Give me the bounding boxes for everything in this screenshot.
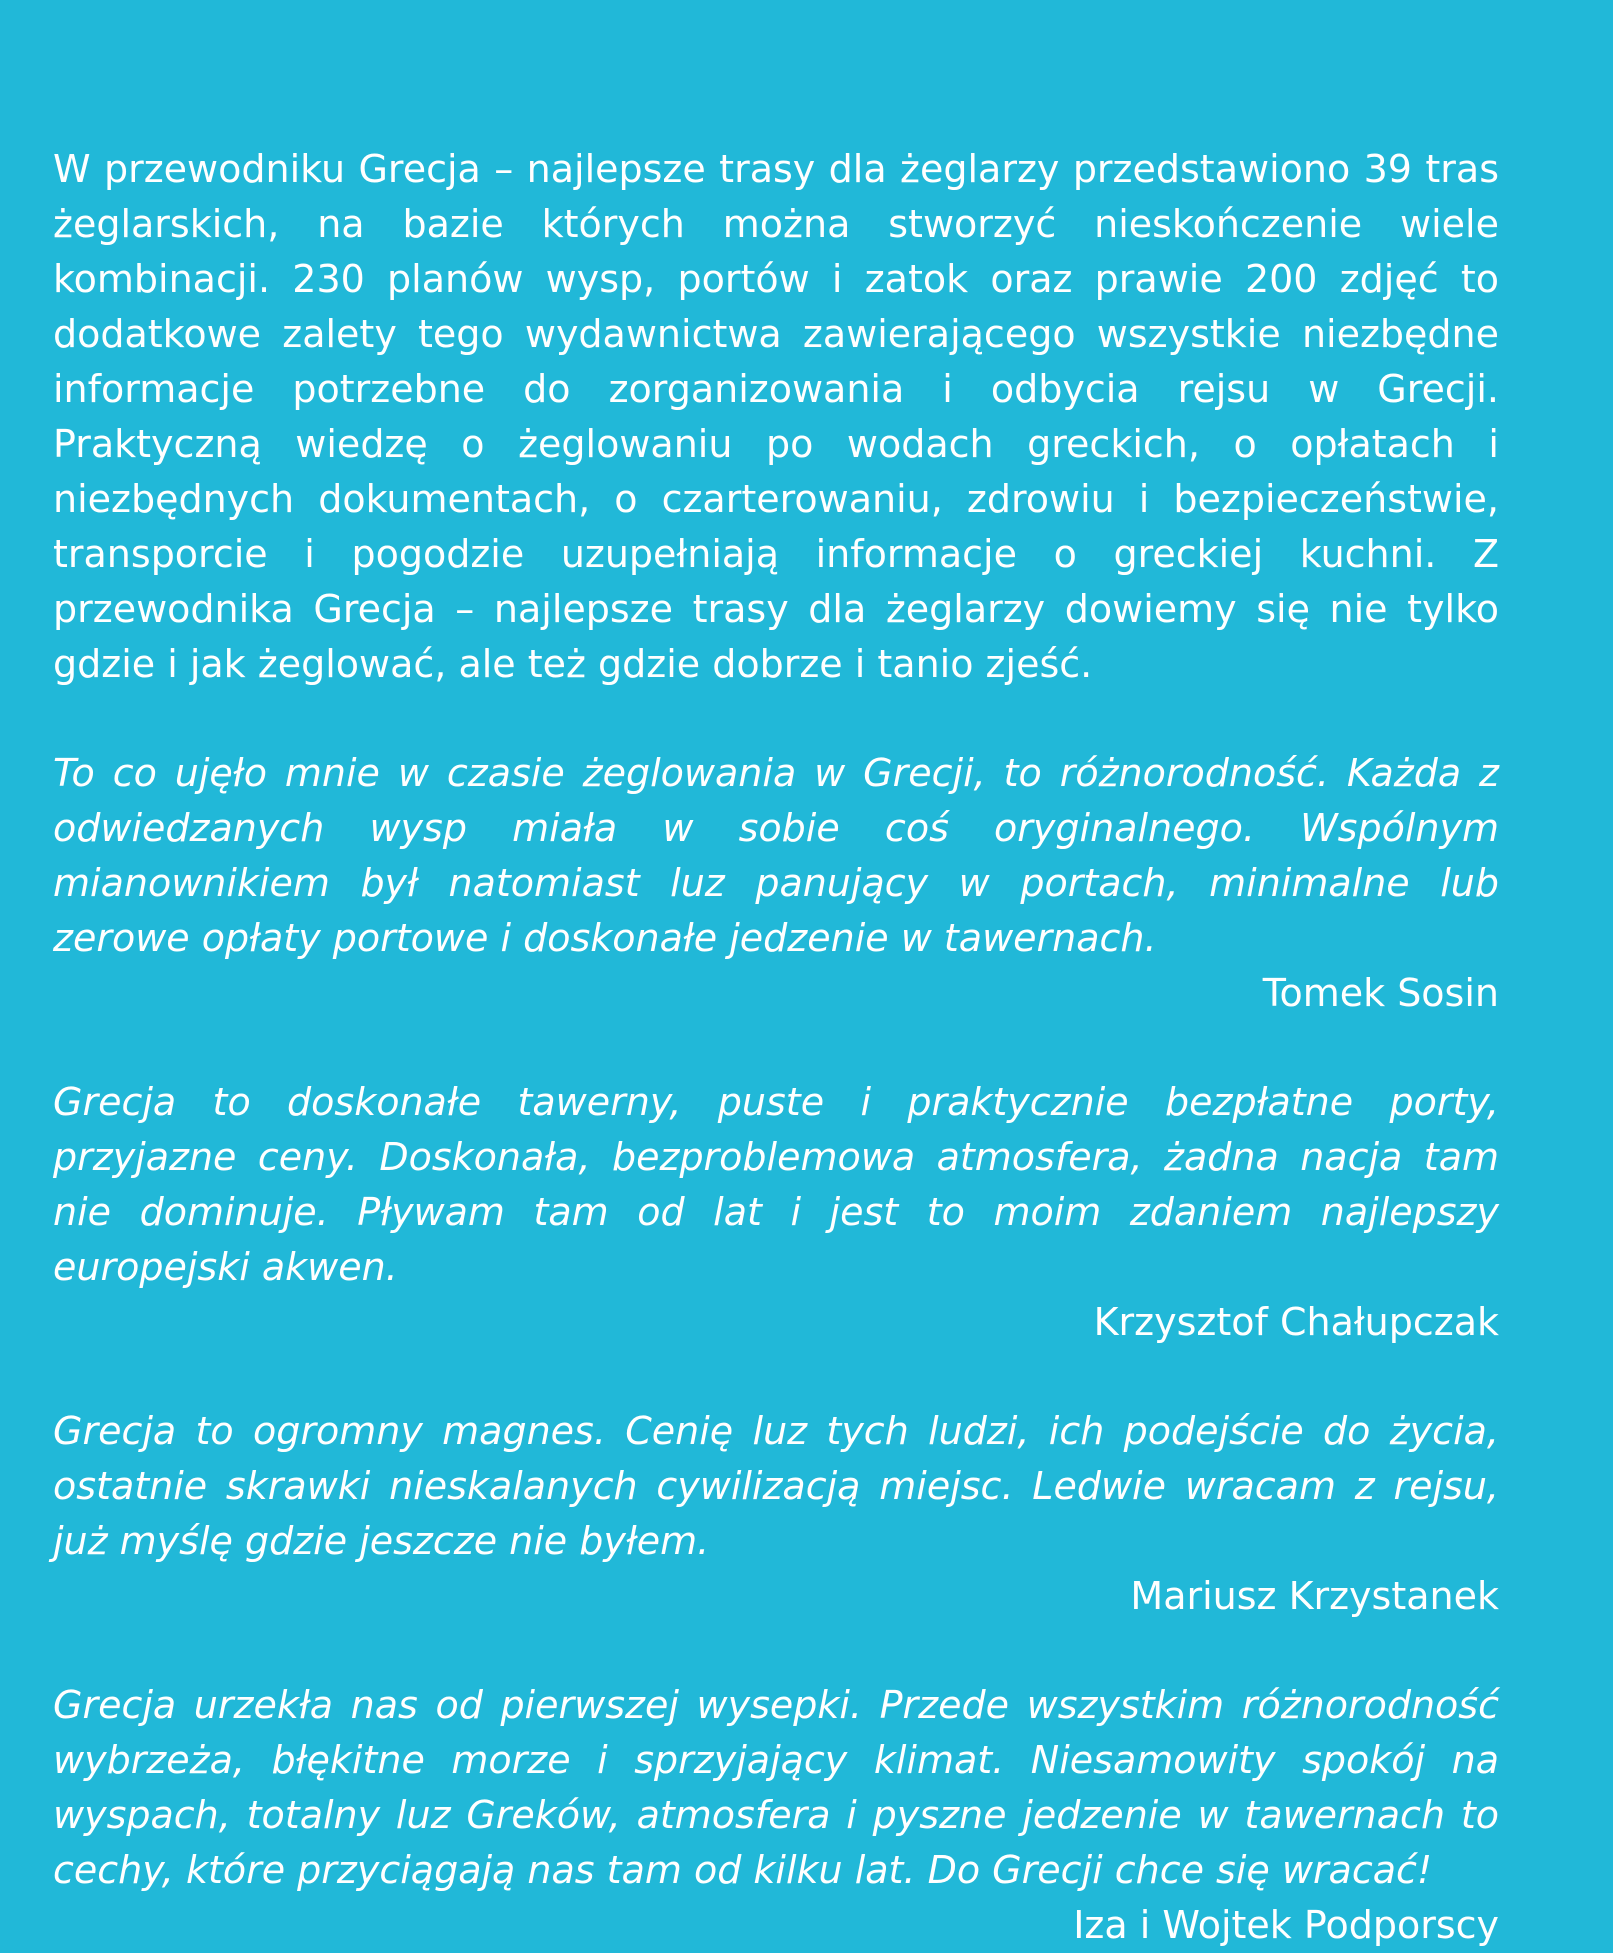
testimonial-1 xyxy=(53,746,1499,1021)
testimonial-4-text: Grecja urzekła nas od pierwszej wysepki. Przede wszystkim różnorodność wybrzeża, błękitne morze i sprzyjający klimat. Niesamowity spokój na wyspach, totalny luz Greków, atmosfera i pyszne jedzenie w tawernach to cechy, które przyciągają nas tam od kilku lat. Do Grecji chce się wracać! xyxy=(53,1683,1499,1892)
testimonial-3-author: Mariusz Krzystanek xyxy=(1130,1574,1499,1618)
testimonial-2 xyxy=(53,1075,1499,1350)
testimonial-2-text: Grecja to doskonałe tawerny, puste i praktycznie bezpłatne porty, przyjazne ceny. Doskonała, bezproblemowa atmosfera, żadna nacja tam nie dominuje. Pływam tam od lat i jest to moim zdaniem najlepszy europejski akwen. xyxy=(53,1080,1499,1289)
intro-paragraph: W przewodniku Grecja – najlepsze trasy dla żeglarzy przedstawiono 39 tras żeglarskich, na bazie których można stworzyć nieskończenie wiele kombinacji. 230 planów wysp, portów i zatok oraz prawie 200 zdjęć to dodatkowe zalety tego wydawnictwa zawierającego wszystkie niezbędne informacje potrzebne do zorganizowania i odbycia rejsu w Grecji. Praktyczną wiedzę o żeglowaniu po wodach greckich, o opłatach i niezbędnych dokumentach, o czarterowaniu, zdrowiu i bezpieczeństwie, transporcie i pogodzie uzupełniają informacje o greckiej kuchni. Z przewodnika Grecja – najlepsze trasy dla żeglarzy dowiemy się nie tylko gdzie i jak żeglować, ale też gdzie dobrze i tanio zjeść. xyxy=(53,147,1499,686)
testimonial-3-text: Grecja to ogromny magnes. Cenię luz tych ludzi, ich podejście do życia, ostatnie skrawki nieskalanych cywilizacją miejsc. Ledwie wracam z rejsu, już myślę gdzie jeszcze nie byłem. xyxy=(53,1409,1499,1563)
testimonial-1-text: To co ujęło mnie w czasie żeglowania w Grecji, to różnorodność. Każda z odwiedzanych wysp miała w sobie coś oryginalnego. Wspólnym mianownikiem był natomiast luz panujący w portach, minimalne lub zerowe opłaty portowe i doskonałe jedzenie w tawernach. xyxy=(53,751,1499,960)
testimonial-1-author: Tomek Sosin xyxy=(1262,971,1499,1015)
testimonial-4 xyxy=(53,1678,1499,1953)
testimonial-4-author: Iza i Wojtek Podporscy xyxy=(1073,1903,1499,1947)
testimonial-2-author: Krzysztof Chałupczak xyxy=(1093,1300,1499,1344)
testimonial-3 xyxy=(53,1404,1499,1624)
